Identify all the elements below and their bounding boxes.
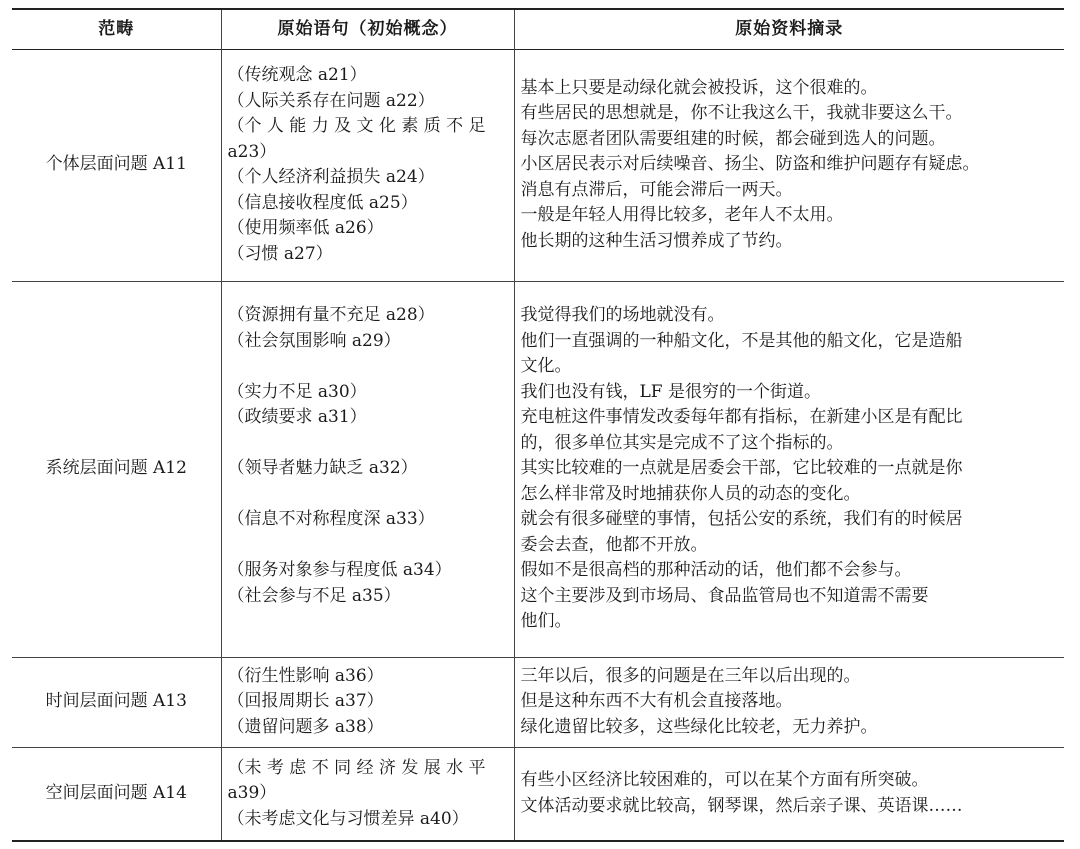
excerpt-line: 消息有点滞后，可能会滞后一两天。 xyxy=(520,179,793,200)
header-concepts: 原始语句（初始概念） xyxy=(221,9,514,49)
coding-table xyxy=(12,8,1064,842)
excerpt-line: 但是这种东西不大有机会直接落地。 xyxy=(520,691,793,712)
category-cell: 空间层面问题 A14 xyxy=(12,747,221,841)
excerpt-line: 我觉得我们的场地就没有。 xyxy=(520,305,725,326)
excerpts-cell xyxy=(514,49,1064,281)
concept-line-blank xyxy=(228,354,508,380)
concepts-cell xyxy=(221,281,514,657)
concept-line: （遗留问题多 a38） xyxy=(227,716,384,737)
concept-line: （衍生性影响 a36） xyxy=(227,665,384,686)
header-excerpts: 原始资料摘录 xyxy=(514,9,1064,49)
excerpt-line: 怎么样非常及时地捕获你人员的动态的变化。 xyxy=(520,483,861,504)
category-cell: 个体层面问题 A11 xyxy=(12,49,221,281)
excerpt-line: 其实比较难的一点就是居委会干部，它比较难的一点就是你 xyxy=(520,458,963,479)
excerpt-line: 假如不是很高档的那种活动的话，他们都不会参与。 xyxy=(520,560,912,581)
concept-line: （领导者魅力缺乏 a32） xyxy=(227,458,418,479)
concept-line: （社会参与不足 a35） xyxy=(227,585,401,606)
concept-line: （政绩要求 a31） xyxy=(227,407,367,428)
excerpt-line: 我们也没有钱，LF 是很穷的一个街道。 xyxy=(520,381,821,402)
concept-line-blank xyxy=(228,609,508,635)
table-row xyxy=(12,657,1064,747)
excerpt-line: 这个主要涉及到市场局、食品监管局也不知道需不需要 xyxy=(520,585,929,606)
concept-line: a23） xyxy=(227,141,277,162)
category-cell: 系统层面问题 A12 xyxy=(12,281,221,657)
excerpt-line: 就会有很多碰壁的事情，包括公安的系统，我们有的时候居 xyxy=(520,509,963,530)
concept-line: （服务对象参与程度低 a34） xyxy=(227,560,452,581)
excerpt-line: 他们。 xyxy=(520,611,572,632)
concept-line: （未 考 虑 不 同 经 济 发 展 水 平 xyxy=(227,757,486,778)
concept-line: （个人经济利益损失 a24） xyxy=(227,167,435,187)
concept-line: （个 人 能 力 及 文 化 素 质 不 足 xyxy=(227,116,486,136)
excerpt-line: 三年以后，很多的问题是在三年以后出现的。 xyxy=(520,665,861,686)
excerpt-line: 他们一直强调的一种船文化，不是其他的船文化，它是造船 xyxy=(520,330,963,351)
excerpt-line: 一般是年轻人用得比较多，老年人不太用。 xyxy=(520,205,844,226)
concept-line: （习惯 a27） xyxy=(227,243,333,264)
excerpt-line: 委会去查，他都不开放。 xyxy=(520,534,708,555)
table-row xyxy=(12,49,1064,281)
table-row xyxy=(12,747,1064,841)
concept-line: （使用频率低 a26） xyxy=(227,218,384,238)
excerpt-line: 基本上只要是动绿化就会被投诉，这个很难的。 xyxy=(520,77,878,98)
concept-line: （回报周期长 a37） xyxy=(227,691,384,712)
concepts-cell xyxy=(221,657,514,747)
excerpt-line: 文体活动要求就比较高，钢琴课，然后亲子课、英语课…… xyxy=(520,795,963,816)
excerpts-cell xyxy=(514,657,1064,747)
excerpts-cell xyxy=(514,747,1064,841)
excerpt-line: 有些小区经济比较困难的，可以在某个方面有所突破。 xyxy=(520,770,929,791)
concept-line: （人际关系存在问题 a22） xyxy=(227,90,435,111)
excerpt-line: 绿化遗留比较多，这些绿化比较老，无力养护。 xyxy=(520,716,878,737)
concept-line: （信息不对称程度深 a33） xyxy=(227,509,435,530)
header-category: 范畴 xyxy=(12,9,221,49)
excerpts-cell xyxy=(514,281,1064,657)
concepts-cell xyxy=(221,747,514,841)
concept-line: （资源拥有量不充足 a28） xyxy=(227,305,435,326)
category-cell: 时间层面问题 A13 xyxy=(12,657,221,747)
concept-line: （未考虑文化与习惯差异 a40） xyxy=(227,808,469,829)
excerpt-line: 文化。 xyxy=(520,356,572,377)
excerpt-line: 每次志愿者团队需要组建的时候，都会碰到选人的问题。 xyxy=(520,128,946,149)
header-row xyxy=(12,9,1064,49)
concept-line: （实力不足 a30） xyxy=(227,381,367,402)
excerpt-line: 的，很多单位其实是完成不了这个指标的。 xyxy=(520,432,844,453)
excerpt-line: 小区居民表示对后续噪音、扬尘、防盗和维护问题存有疑虑。 xyxy=(520,154,980,175)
concept-line: （传统观念 a21） xyxy=(227,65,367,85)
excerpt-line: 他长期的这种生活习惯养成了节约。 xyxy=(520,230,793,251)
concept-line-blank xyxy=(228,533,508,559)
excerpt-line: 充电桩这件事情发改委每年都有指标，在新建小区是有配比 xyxy=(520,407,963,428)
table-row xyxy=(12,281,1064,657)
concept-line: （社会氛围影响 a29） xyxy=(227,330,401,351)
concept-line-blank xyxy=(228,482,508,508)
concept-line-blank xyxy=(228,431,508,457)
excerpt-line: 有些居民的思想就是，你不让我这么干，我就非要这么干。 xyxy=(520,103,963,124)
concepts-cell xyxy=(221,49,514,281)
concept-line: a39） xyxy=(227,783,277,803)
concept-line: （信息接收程度低 a25） xyxy=(227,192,418,213)
